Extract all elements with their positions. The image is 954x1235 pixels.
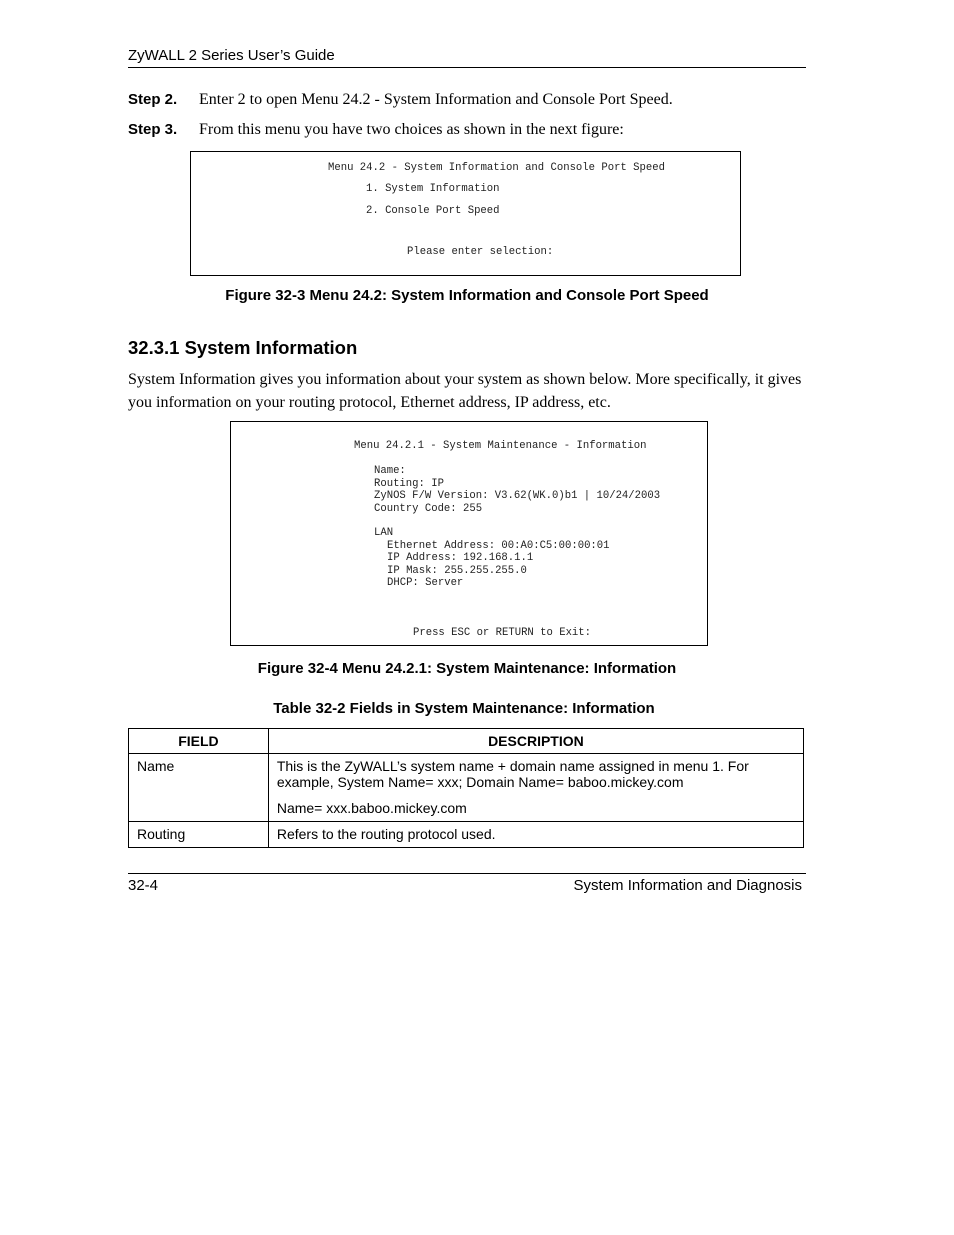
column-header-field: FIELD xyxy=(129,729,269,754)
figure-caption: Figure 32-4 Menu 24.2.1: System Maintenance: Information xyxy=(257,660,677,677)
menu-option-console-port-speed: 2. Console Port Speed xyxy=(366,205,500,217)
figure-caption: Figure 32-3 Menu 24.2: System Information and Console Port Speed xyxy=(225,287,709,304)
description-cell xyxy=(268,754,803,822)
section-paragraph xyxy=(128,368,808,414)
ip-mask-line: IP Mask: 255.255.255.0 xyxy=(387,565,527,577)
column-header-description: DESCRIPTION xyxy=(268,729,803,754)
dhcp-line: DHCP: Server xyxy=(387,577,464,589)
step-number: Step 3. xyxy=(128,121,178,138)
description-cell xyxy=(268,822,803,848)
guide-title: ZyWALL 2 Series User’s Guide xyxy=(128,47,335,64)
lan-heading: LAN xyxy=(374,527,394,539)
field-cell: Name xyxy=(129,754,269,822)
page-footer xyxy=(128,873,806,896)
description-text: Name= xxx.baboo.mickey.com xyxy=(276,800,467,816)
menu-24-2-1-screen xyxy=(230,421,708,646)
running-header xyxy=(128,47,806,68)
step-number: Step 2. xyxy=(128,91,178,108)
description-text: Refers to the routing protocol used. xyxy=(276,826,496,842)
routing-line: Routing: IP xyxy=(374,478,444,490)
page-number: 32-4 xyxy=(128,877,159,894)
ethernet-address-line: Ethernet Address: 00:A0:C5:00:00:01 xyxy=(387,540,610,552)
paragraph-line: System Information gives you information about your system as shown below. More specifically, it gives xyxy=(128,371,802,388)
description-text: This is the ZyWALL’s system name + domain name assigned in menu 1. For example, System Name= xxx; Domain Name= baboo.mickey.com xyxy=(276,758,749,790)
paragraph-line: you information on your routing protocol, Ethernet address, IP address, etc. xyxy=(128,394,611,411)
screen-title: Menu 24.2.1 - System Maintenance - Information xyxy=(354,440,647,452)
table-row xyxy=(129,754,804,822)
menu-title: Menu 24.2 - System Information and Console Port Speed xyxy=(328,162,665,174)
exit-prompt: Press ESC or RETURN to Exit: xyxy=(413,627,592,639)
step-text: Enter 2 to open Menu 24.2 - System Information and Console Port Speed. xyxy=(199,91,673,108)
fields-table xyxy=(128,728,804,848)
country-code-line: Country Code: 255 xyxy=(374,503,483,515)
field-cell: Routing xyxy=(129,822,269,848)
name-line: Name: xyxy=(374,465,406,477)
selection-prompt: Please enter selection: xyxy=(407,246,554,258)
table-title: Table 32-2 Fields in System Maintenance: Information xyxy=(273,700,655,717)
menu-option-system-information: 1. System Information xyxy=(366,183,500,195)
table-header-row xyxy=(129,729,804,754)
version-line: ZyNOS F/W Version: V3.62(WK.0)b1 | 10/24/2003 xyxy=(374,490,661,502)
chapter-title: System Information and Diagnosis xyxy=(573,877,802,894)
table-row xyxy=(129,822,804,848)
ip-address-line: IP Address: 192.168.1.1 xyxy=(387,552,534,564)
menu-24-2-screen xyxy=(190,151,741,276)
step-text: From this menu you have two choices as shown in the next figure: xyxy=(199,121,624,138)
section-heading: 32.3.1 System Information xyxy=(128,337,358,358)
